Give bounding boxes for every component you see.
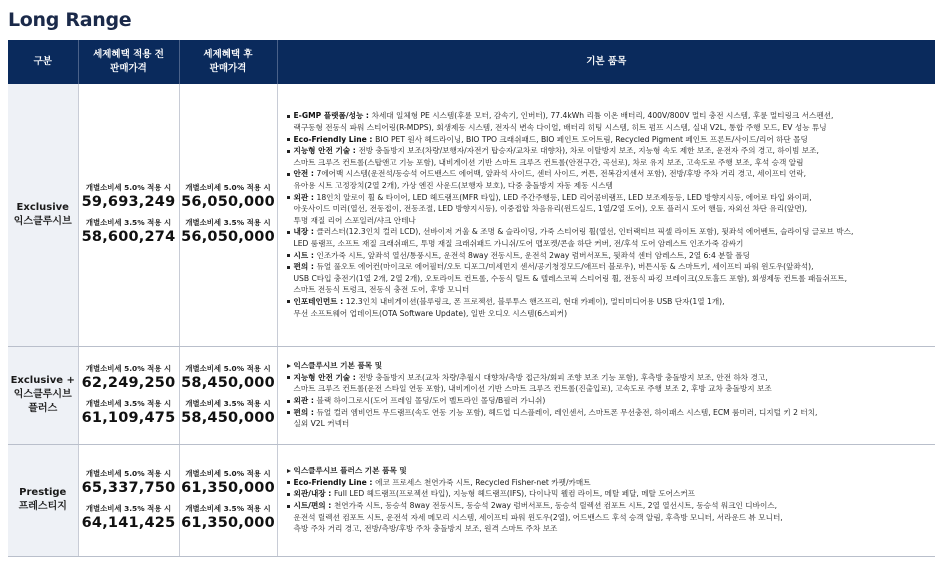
feature-text: 에코 프로세스 천연가죽 시트, Recycled Fisher-net 카펫/카매트 <box>375 477 591 487</box>
feature-line <box>286 477 930 489</box>
feature-list <box>286 360 930 430</box>
header-price-before-line1: 세제혜택 적용 전 <box>93 49 164 60</box>
feature-category: 내장 : <box>293 227 317 237</box>
feature-line <box>286 110 930 122</box>
feature-line <box>286 523 930 535</box>
feature-text: 실외 V2L 커넥터 <box>293 419 350 429</box>
table-row <box>8 444 935 556</box>
feature-list <box>286 465 930 535</box>
tax-rate-label: 개별소비세 5.0% 적용 시 <box>185 363 271 373</box>
price-after-cell <box>179 444 277 556</box>
feature-text: 클러스터(12.3인치 컬러 LCD), 선바이저 거울 & 조명 & 슬라이딩, 가죽 스티어링 휠(열선, 인터랙티브 픽셀 라이트 포함), 뒷좌석 에어벤트, 슬라이딩 글로브 박스, <box>316 227 854 237</box>
feature-line <box>286 192 930 204</box>
price-before-cell <box>78 346 179 444</box>
feature-line <box>286 273 930 285</box>
feature-category: 외관/내장 : <box>293 489 334 499</box>
square-bullet-icon <box>287 138 290 141</box>
tax-rate-label: 개별소비세 5.0% 적용 시 <box>185 183 271 193</box>
feature-text: 18인치 알로이 휠 & 타이어, LED 헤드램프(MFR 타입), LED 주간주행등, LED 리어콤비램프, LED 보조제동등, LED 방향지시등, 에어로 타입 와이퍼, <box>316 192 812 202</box>
feature-line <box>286 418 930 430</box>
tax-rate-label: 개별소비세 5.0% 적용 시 <box>85 468 172 478</box>
square-bullet-icon <box>287 266 290 269</box>
tax-rate-label: 개별소비세 5.0% 적용 시 <box>85 363 172 373</box>
feature-text: 스마트 전동식 트렁크, 전동식 충전 도어, 후방 모니터 <box>293 285 470 295</box>
price-value: 64,141,425 <box>81 514 176 531</box>
square-bullet-icon <box>287 481 290 484</box>
square-bullet-icon <box>287 150 290 153</box>
tax-rate-label: 개별소비세 3.5% 적용 시 <box>185 503 271 513</box>
square-bullet-icon <box>287 231 290 234</box>
feature-category: Eco-Friendly Line : <box>293 477 376 487</box>
price-value: 61,350,000 <box>181 479 275 496</box>
feature-line <box>286 360 930 372</box>
feature-line <box>286 168 930 180</box>
feature-line <box>286 145 930 157</box>
tax-rate-label: 개별소비세 3.5% 적용 시 <box>85 503 172 513</box>
feature-line <box>286 407 930 419</box>
price-value: 61,350,000 <box>181 514 275 531</box>
features-cell <box>277 84 935 346</box>
square-bullet-icon <box>287 505 290 508</box>
feature-text: 12.3인치 내비게이션(블루링크, 폰 프로젝션, 블루투스 핸즈프리, 현대 카페이), 멀티미디어용 USB 단자(1열 1개), <box>345 296 725 306</box>
triangle-bullet-icon <box>287 364 291 368</box>
price-before-cell <box>78 84 179 346</box>
feature-text: 익스클루시브 플러스 기본 품목 및 <box>293 466 407 476</box>
price-value: 65,337,750 <box>81 479 176 496</box>
grade-label: 프레스티지 <box>18 501 67 512</box>
feature-line <box>286 372 930 384</box>
feature-line <box>286 250 930 262</box>
header-price-after-line1: 세제혜택 후 <box>203 49 253 60</box>
tax-rate-label: 개별소비세 5.0% 적용 시 <box>185 468 271 478</box>
feature-text: 유아용 시트 고정장치(2열 2개), 가상 엔진 사운드(보행자 보호), 다중 충돌방지 자동 제동 시스템 <box>293 180 613 190</box>
feature-category: 지능형 안전 기술 : <box>293 372 359 382</box>
feature-text: 스마트 크루즈 컨트롤(운전 스타일 연동 포함), 내비게이션 기반 스마트 크루즈 컨트롤(진출입로), 고속도로 주행 보조 2, 후방 교차 충돌방지 보조 <box>293 384 772 394</box>
feature-text: 운전석 릴렉션 컴포트 시트, 운전석 자세 메모리 시스템, 세이프티 파워 윈도우(2열), 어드밴스드 후석 승객 알림, 후측방 모니터, 서라운드 뷰 모니터, <box>293 512 783 522</box>
feature-list <box>286 110 930 319</box>
tax-rate-label: 개별소비세 5.0% 적용 시 <box>85 183 172 193</box>
feature-line <box>286 395 930 407</box>
square-bullet-icon <box>287 300 290 303</box>
feature-line <box>286 134 930 146</box>
feature-category: Eco-Friendly Line : <box>293 134 376 144</box>
price-table <box>8 40 935 557</box>
tax-rate-label: 개별소비세 3.5% 적용 시 <box>185 218 271 228</box>
square-bullet-icon <box>287 196 290 199</box>
grade-label: Prestige <box>19 487 67 498</box>
feature-category: 지능형 안전 기술 : <box>293 146 359 156</box>
feature-line <box>286 261 930 273</box>
feature-category: 편의 : <box>293 407 317 417</box>
feature-category: 안전 : <box>293 169 317 179</box>
feature-category: 시트/편의 : <box>293 501 334 510</box>
price-value: 56,050,000 <box>181 229 275 246</box>
feature-line <box>286 488 930 500</box>
grade-label: 플러스 <box>28 403 58 414</box>
feature-text: 7에어백 시스템(운전석/동승석 어드밴스드 에어백, 앞좌석 사이드, 센터 사이드, 커튼, 전복감지센서 포함), 전방/후방 주차 거리 경고, 세이프티 언락, <box>316 169 807 179</box>
price-value: 58,450,000 <box>181 409 275 426</box>
square-bullet-icon <box>287 493 290 496</box>
price-after-cell <box>179 84 277 346</box>
table-row <box>8 84 935 346</box>
feature-text: 전방 충돌방지 보조(교차 차량/추월시 대향차/측방 접근차/회피 조향 보조 기능 포함), 후측방 충돌방지 보조, 안전 하차 경고, <box>358 372 768 382</box>
square-bullet-icon <box>287 173 290 176</box>
feature-line <box>286 226 930 238</box>
feature-line <box>286 215 930 227</box>
feature-text: 투명 재질 리어 스포일러/샤크 안테나 <box>293 215 416 225</box>
price-value: 58,600,274 <box>81 229 176 246</box>
tax-rate-label: 개별소비세 3.5% 적용 시 <box>85 398 172 408</box>
feature-line <box>286 500 930 512</box>
feature-line <box>286 203 930 215</box>
feature-text: BIO PET 원사 헤드라이닝, BIO TPO 크래쉬패드, BIO 페인트 도어트림, Recycled Pigment 페인트 프론트/사이드/리어 하단 몰딩 <box>375 134 808 144</box>
feature-line <box>286 284 930 296</box>
grade-cell <box>8 84 78 346</box>
square-bullet-icon <box>287 400 290 403</box>
feature-line <box>286 180 930 192</box>
feature-text: 인조가죽 시트, 앞좌석 열선/통풍시트, 운전석 8way 전동시트, 운전석 2way 럼버서포트, 뒷좌석 센터 암레스트, 2열 6:4 분할 폴딩 <box>316 250 750 260</box>
header-price-after-line2: 판매가격 <box>209 63 247 74</box>
feature-text: 측방 주차 거리 경고, 전방/측방/후방 주차 충돌방지 보조, 원격 스마트 주차 보조 <box>293 524 558 534</box>
page-title: Long Range <box>8 9 132 31</box>
header-price-before <box>78 40 179 84</box>
feature-text: 랙구동형 전동식 파워 스티어링(R-MDPS), 회생제동 시스템, 전자식 변속 다이얼, 배터리 히팅 시스템, 히트 펌프 시스템, 실내 V2L, 통합 주행 모드, EV 성능 튜닝 <box>293 123 827 132</box>
square-bullet-icon <box>287 115 290 118</box>
feature-line <box>286 122 930 134</box>
grade-label: 익스클루시브 <box>13 389 72 400</box>
tax-rate-label: 개별소비세 3.5% 적용 시 <box>185 398 271 408</box>
grade-cell <box>8 346 78 444</box>
price-value: 59,693,249 <box>81 194 176 211</box>
table-header-row <box>8 40 935 84</box>
feature-category: 외관 : <box>293 396 317 405</box>
feature-text: 무선 소프트웨어 업데이트(OTA Software Update), 일반 오디오 시스템(6스피커) <box>293 308 568 318</box>
feature-text: Full LED 헤드램프(프로젝션 타입), 지능형 헤드램프(IFS), 다이나믹 웰컴 라이트, 메탈 페달, 메탈 도어스커프 <box>333 489 695 499</box>
feature-text: 전방 충돌방지 보조(차량/보행자/자전거 탑승자/교차로 대향차), 차로 이탈방지 보조, 지능형 속도 제한 보조, 운전자 주의 경고, 하이빔 보조, <box>358 146 819 156</box>
feature-line <box>286 512 930 524</box>
price-value: 58,450,000 <box>181 374 275 391</box>
grade-cell <box>8 444 78 556</box>
feature-category: 시트 : <box>293 250 317 260</box>
square-bullet-icon <box>287 254 290 257</box>
feature-category: 외관 : <box>293 192 317 202</box>
header-price-before-line2: 판매가격 <box>110 63 147 74</box>
grade-label: Exclusive + <box>10 375 75 386</box>
header-features: 기본 품목 <box>277 40 935 84</box>
feature-line <box>286 296 930 308</box>
price-before-cell <box>78 444 179 556</box>
feature-text: 듀얼 컬러 엠비언트 무드램프(속도 연동 기능 포함), 헤드업 디스플레이, 레인센서, 스마트폰 무선충전, 하이패스 시스템, ECM 룸미러, 디지털 키 2 터치, <box>316 407 818 417</box>
grade-label: Exclusive <box>16 201 69 213</box>
feature-line <box>286 383 930 395</box>
feature-text: USB C타입 충전기(1열 2개, 2열 2개), 오토라이트 컨트롤, 수동식 틸트 & 텔레스코픽 스티어링 휠, 전동식 파킹 브레이크(오토홀드 포함), 회생제동 컨트롤 패들쉬프트, <box>293 273 848 283</box>
header-price-after <box>179 40 277 84</box>
features-cell <box>277 346 935 444</box>
triangle-bullet-icon <box>287 469 291 473</box>
feature-text: 차세대 일체형 PE 시스템(후륜 모터, 감속기, 인버터), 77.4kWh 리튬 이온 배터리, 400V/800V 멀티 충전 시스템, 후륜 멀티링크 서스펜션, <box>371 111 834 121</box>
price-value: 56,050,000 <box>181 194 275 211</box>
feature-line <box>286 238 930 250</box>
feature-text: 듀얼 풀오토 에어컨(마이크로 에어필터/오토 디포그/미세먼지 센서/공기청정모드/애프터 블로우), 버튼시동 & 스마트키, 세이프티 파워 윈도우(앞좌석), <box>316 262 814 272</box>
grade-label: 익스클루시브 <box>13 215 72 227</box>
tax-rate-label: 개별소비세 3.5% 적용 시 <box>85 218 172 228</box>
square-bullet-icon <box>287 376 290 379</box>
features-cell <box>277 444 935 556</box>
feature-category: 편의 : <box>293 262 317 272</box>
feature-category: 인포테인먼트 : <box>293 296 346 306</box>
header-grade: 구분 <box>8 40 78 84</box>
feature-text: 천연가죽 시트, 동승석 8way 전동시트, 동승석 2way 럼버서포트, 동승석 릴렉션 컴포트 시트, 2열 열선시트, 동승석 워크인 디바이스, <box>333 501 778 510</box>
price-value: 61,109,475 <box>81 409 176 426</box>
price-value: 62,249,250 <box>81 374 176 391</box>
feature-text: 익스클루시브 기본 품목 및 <box>293 361 383 371</box>
feature-text: LED 룸램프, 소프트 재질 크래쉬패드, 투명 재질 크래쉬패드 가니쉬/도어 맵포켓/콘솔 하단 커버, 전/후석 도어 암레스트 인조가죽 감싸기 <box>293 238 744 248</box>
table-row <box>8 346 935 444</box>
square-bullet-icon <box>287 411 290 414</box>
feature-line <box>286 308 930 320</box>
feature-line <box>286 465 930 477</box>
feature-text: 스마트 크루즈 컨트롤(스탑앤고 기능 포함), 내비게이션 기반 스마트 크루즈 컨트롤(안전구간, 곡선로), 차로 유지 보조, 고속도로 주행 보조, 후석 승객 알림 <box>293 157 804 167</box>
feature-text: 아웃사이드 미러(열선, 전동접이, 전동조절, LED 방향지시등), 이중접합 차음유리(윈드실드, 1열/2열 도어), 오토 플러시 도어 핸들, 자외선 차단 유리(앞면), <box>293 204 808 214</box>
price-after-cell <box>179 346 277 444</box>
feature-text: 블랙 하이그로시(도어 프레임 몰딩/도어 벨트라인 몰딩/B필러 가니쉬) <box>316 396 546 405</box>
feature-category: E-GMP 플랫폼/성능 : <box>293 111 372 121</box>
feature-line <box>286 157 930 169</box>
